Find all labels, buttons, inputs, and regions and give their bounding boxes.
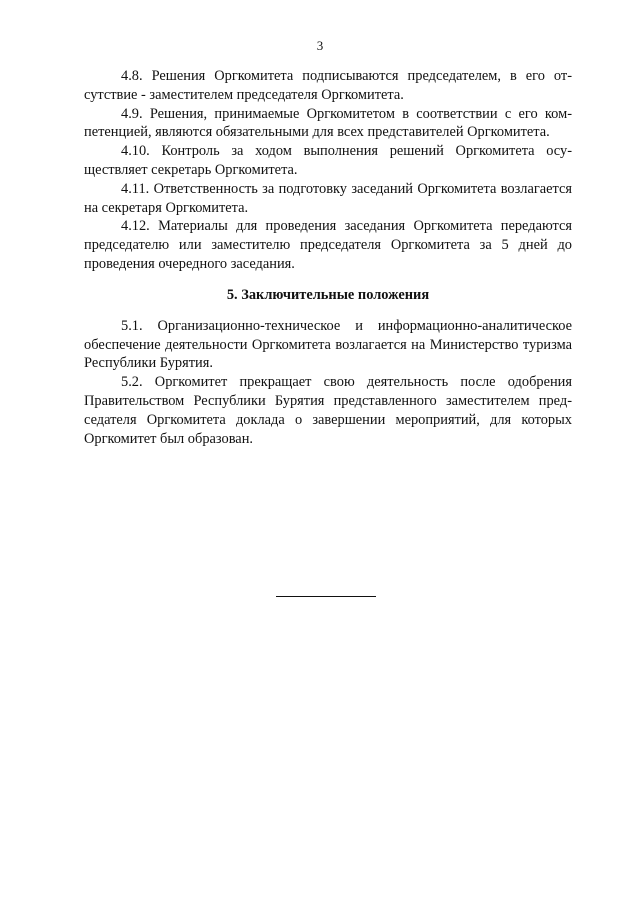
paragraph-4-8: 4.8. Решения Оргкомитета подписываются председателем, в его отсутствие - заместителем председателя Оргкомитета. bbox=[84, 68, 572, 103]
closing-divider-line bbox=[276, 596, 376, 597]
paragraph-4-9: 4.9. Решения, принимаемые Оргкомитетом в соответствии с его компетенцией, являются обязательными для всех представителей Оргкомитета. bbox=[84, 105, 572, 141]
paragraph-4-11: 4.11. Ответственность за подготовку заседаний Оргкомитета возлагается на секретаря Оргкомитета. bbox=[84, 180, 572, 216]
document-body bbox=[84, 67, 572, 448]
section-5-heading: 5. Заключительные положения bbox=[226, 286, 430, 303]
paragraph-5-2: 5.2. Оргкомитет прекращает свою деятельность после одобрения Правительством Республики Бурятия представленного заместителем председателя Оргкомитета доклада о завершении мероприятий, для которых Оргкомитет был образован. bbox=[84, 374, 572, 447]
paragraph-5-1: 5.1. Организационно-техническое и информационно-аналитическое обеспечение деятельности Оргкомитета возлагается на Министерство туризма Республики Бурятия. bbox=[84, 317, 572, 372]
paragraph-4-10: 4.10. Контроль за ходом выполнения решений Оргкомитета осуществляет секретарь Оргкомитета. bbox=[84, 143, 572, 178]
paragraph-4-12: 4.12. Материалы для проведения заседания Оргкомитета передаются председателю или заместителю председателя Оргкомитета за 5 дней до проведения очередного заседания. bbox=[84, 218, 572, 272]
page-number: 3 bbox=[316, 38, 324, 53]
